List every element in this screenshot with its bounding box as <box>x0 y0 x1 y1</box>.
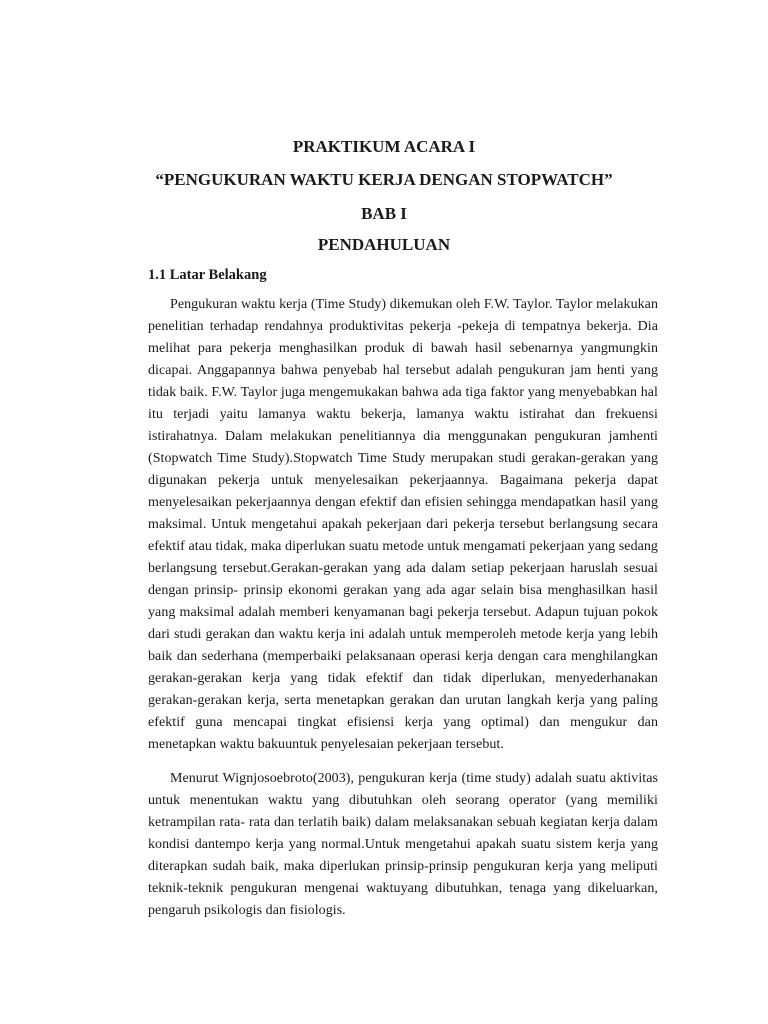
chapter-title: PENDAHULUAN <box>317 235 451 254</box>
body-paragraph: Pengukuran waktu kerja (Time Study) dikemukan oleh F.W. Taylor. Taylor melakukan penelitian terhadap rendahnya produktivitas pekerja -pekeja di tempatnya bekerja. Dia melihat para pekerja menghasilkan produk di bawah hasil sebenarnya yangmungkin dicapai. Anggapannya bahwa penyebab hal tersebut adalah pengukuran jam henti yang tidak baik. F.W. Taylor juga mengemukakan bahwa ada tiga faktor yang menyebabkan hal itu terjadi yaitu lamanya waktu bekerja, lamanya waktu istirahat dan frekuensi istirahatnya. Dalam melakukan penelitiannya dia menggunakan pengukuran jamhenti (Stopwatch Time Study).Stopwatch Time Study merupakan studi gerakan-gerakan yang digunakan pekerja untuk menyelesaikan pekerjaannya. Bagaimana pekerja dapat menyelesaikan pekerjaannya dengan efektif dan efisien sehingga mendapatkan hasil yang maksimal. Untuk mengetahui apakah pekerjaan dari pekerja tersebut berlangsung secara efektif atau tidak, maka diperlukan suatu metode untuk mengamati pekerjaan yang sedang berlangsung tersebut.Gerakan-gerakan yang ada dalam setiap pekerjaan haruslah sesuai dengan prinsip- prinsip ekonomi gerakan yang ada agar selain bisa menghasilkan hasil yang maksimal adalah memberi kenyamanan bagi pekerja tersebut. Adapun tujuan pokok dari studi gerakan dan waktu kerja ini adalah untuk memperoleh metode kerja yang lebih baik dan sederhana (memperbaiki pelaksanaan operasi kerja dengan cara menghilangkan gerakan-gerakan kerja yang tidak efektif dan tidak diperlukan, menyederhanakan gerakan-gerakan kerja, serta menetapkan gerakan dan urutan langkah kerja yang paling efektif guna mencapai tingkat efisiensi kerja yang optimal) dan mengukur dan menetapkan waktu bakuuntuk penyelesaian pekerjaan tersebut. <box>148 297 658 752</box>
body-paragraph: Menurut Wignjosoebroto(2003), pengukuran kerja (time study) adalah suatu aktivitas untuk menentukan waktu yang dibutuhkan oleh seorang operator (yang memiliki ketrampilan rata- rata dan terlatih baik) dalam melaksanakan sebuah kegiatan kerja dalam kondisi dantempo kerja yang normal.Untuk mengetahui apakah suatu sistem kerja yang diterapkan sudah baik, maka diperlukan prinsip-prinsip pengukuran kerja yang meliputi teknik-teknik pengukuran mengenai waktuyang dibutuhkan, tenaga yang dikeluarkan, pengaruh psikologis dan fisiologis. <box>148 771 658 918</box>
document-title: PRAKTIKUM ACARA I <box>292 137 476 156</box>
chapter-number: BAB I <box>361 204 407 223</box>
document-subtitle: “PENGUKURAN WAKTU KERJA DENGAN STOPWATCH” <box>155 170 613 189</box>
section-heading: 1.1 Latar Belakang <box>148 267 267 283</box>
